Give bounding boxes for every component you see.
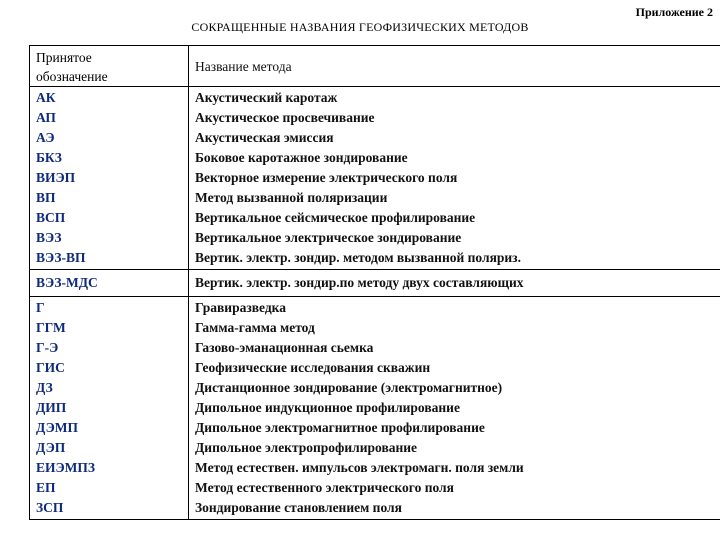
abbreviation: ДЗ	[36, 380, 53, 395]
methods-table	[29, 45, 720, 520]
method-name-cell	[189, 297, 720, 520]
header-abbreviation	[30, 46, 189, 87]
abbreviation: ЕИЭМПЗ	[36, 460, 96, 475]
method-name: Дистанционное зондирование (электромагнитное)	[195, 380, 503, 395]
method-name: Метод вызванной поляризации	[195, 190, 388, 205]
abbreviation: ГИС	[36, 360, 65, 375]
method-name: Акустический каротаж	[195, 90, 338, 105]
table-row-group-2	[30, 297, 720, 520]
method-name: Вертик. электр. зондир. методом вызванной поляриз.	[195, 250, 521, 265]
method-name: Дипольное электропрофилирование	[195, 440, 418, 455]
method-name: Гамма-гамма метод	[195, 320, 315, 335]
method-name: Дипольное электромагнитное профилирование	[195, 420, 485, 435]
method-name: Акустическая эмиссия	[195, 130, 334, 145]
abbreviation: АЭ	[36, 130, 55, 145]
appendix-label: Приложение 2	[635, 5, 713, 19]
abbreviation: ДИП	[36, 400, 67, 415]
abbreviation: ВИЭП	[36, 170, 76, 185]
abbreviation: БКЗ	[36, 150, 62, 165]
method-name: Зондирование становлением поля	[195, 500, 402, 515]
abbreviation: ДЭМП	[36, 420, 79, 435]
abbreviation: Г	[36, 300, 45, 315]
abbreviation-cell: ВЭЗ-МДС	[30, 270, 189, 297]
method-name: Вертикальное электрическое зондирование	[195, 230, 462, 245]
table-header-row	[30, 46, 720, 87]
abbreviation: ВЭЗ	[36, 230, 62, 245]
header-abbreviation-line1: Принятое	[36, 50, 92, 65]
method-name: Боковое каротажное зондирование	[195, 150, 408, 165]
method-name-cell: Вертик. электр. зондир.по методу двух составляющих	[189, 270, 720, 297]
header-abbreviation-line2: обозначение	[36, 69, 108, 84]
method-name: Дипольное индукционное профилирование	[195, 400, 460, 415]
method-name: Вертикальное сейсмическое профилирование	[195, 210, 476, 225]
method-name: Газово-эманационная сьемка	[195, 340, 374, 355]
abbreviation: АК	[36, 90, 56, 105]
abbreviation: ЕП	[36, 480, 56, 495]
method-name: Метод естественного электрического поля	[195, 480, 454, 495]
method-name: Гравиразведка	[195, 300, 287, 315]
abbreviation: ГГМ	[36, 320, 66, 335]
abbreviation-cell	[30, 87, 189, 270]
page-title: СОКРАЩЕННЫЕ НАЗВАНИЯ ГЕОФИЗИЧЕСКИХ МЕТОДОВ	[191, 20, 529, 34]
abbreviation: ЗСП	[36, 500, 64, 515]
header-method-name: Название метода	[189, 46, 720, 87]
method-name: Векторное измерение электрического поля	[195, 170, 458, 185]
method-name: Геофизические исследования скважин	[195, 360, 431, 375]
abbreviation: Г-Э	[36, 340, 59, 355]
table-row-single	[30, 270, 720, 297]
abbreviation: ВЭЗ-ВП	[36, 250, 86, 265]
method-name-cell	[189, 87, 720, 270]
method-name: Метод естествен. импульсов электромагн. поля земли	[195, 460, 524, 475]
abbreviation: ДЭП	[36, 440, 66, 455]
abbreviation-cell	[30, 297, 189, 520]
abbreviation: АП	[36, 110, 56, 125]
method-name: Акустическое просвечивание	[195, 110, 375, 125]
table-row-group-1	[30, 87, 720, 270]
abbreviation: ВСП	[36, 210, 66, 225]
abbreviation: ВП	[36, 190, 56, 205]
